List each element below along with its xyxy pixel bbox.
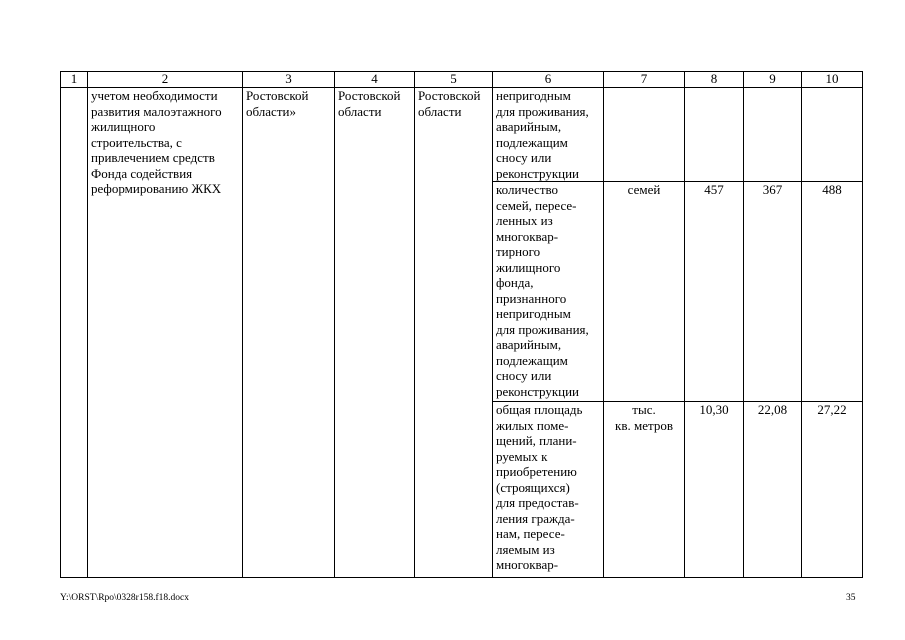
header-cell: 6 [493,72,604,88]
header-cell: 8 [685,72,744,88]
cell-text-line: жилищного [91,119,156,134]
cell-text-line: ленных из [496,213,553,228]
cell-text-line: реформированию ЖКХ [91,181,222,196]
cell-text-line: учетом необходимости [91,88,218,103]
cell-text-line: жилищного [496,259,561,275]
header-cell: 5 [415,72,493,88]
cell-text-line: руемых к [496,448,548,464]
cell-text-line: непригодным [496,88,571,103]
header-row [61,72,863,88]
col4-cell [335,88,415,578]
cell-text-line: ления гражда- [496,510,575,526]
cell-text-line: области» [246,103,296,119]
cell-text-line: Фонда содействия [91,165,193,181]
cell-text-line: привлечением средств [91,150,215,165]
responsible-executor-cell [243,88,335,578]
value-cell: 27,22 [802,402,863,578]
value-cell: 488 [802,182,863,402]
cell-text-line: развития малоэтажного [91,103,222,119]
cell-text-line: семей [627,182,661,197]
cell-text-line: Ростовской [418,88,481,103]
header-cell: 3 [243,72,335,88]
value-cell [744,88,802,182]
cell-text-line: кв. метров [615,417,673,433]
cell-text-line: признанного [496,290,567,306]
table-row [61,88,863,182]
header-cell: 4 [335,72,415,88]
value-cell: 457 [685,182,744,402]
cell-text-line: (строящихся) [496,479,570,495]
cell-text-line: для проживания, [496,103,589,119]
cell-text-line: нам, пересе- [496,526,565,541]
cell-text-line: жилых поме- [496,417,569,433]
cell-text-line: фонда, [496,275,534,290]
cell-text-line: многоквар- [496,557,559,572]
value-cell: 367 [744,182,802,402]
value-cell: 22,08 [744,402,802,578]
cell-text-line: подлежащим [496,134,568,150]
cell-text-line: для предостав- [496,495,579,510]
cell-text-line: Ростовской [246,88,309,103]
cell-text-line: Ростовской [338,88,401,103]
cell-text-line: непригодным [496,306,571,321]
cell-text-line: многоквар- [496,228,559,244]
unit-cell [604,182,685,402]
cell-text-line: сносу или [496,150,552,165]
header-cell: 7 [604,72,685,88]
value-cell [685,88,744,182]
cell-text-line: аварийным, [496,119,562,134]
cell-text-line: аварийным, [496,337,562,352]
data-table [60,71,863,578]
value-cell: 10,30 [685,402,744,578]
cell-text-line: семей, пересе- [496,197,577,213]
measure-description-cell [88,88,243,578]
cell-text-line: тирного [496,244,541,259]
row-number-cell [61,88,88,578]
cell-text-line: строительства, с [91,134,182,150]
indicator-cell [493,402,604,578]
footer-page-number: 35 [846,593,856,603]
value-cell [802,88,863,182]
indicator-cell [493,182,604,402]
header-cell: 1 [61,72,88,88]
cell-text-line: ляемым из [496,541,555,557]
cell-text-line: щений, плани- [496,433,577,448]
indicator-cell [493,88,604,182]
cell-text-line: реконструкции [496,383,580,399]
cell-text-line: области [338,103,382,119]
cell-text-line: тыс. [632,402,656,417]
cell-text-line: сносу или [496,368,552,383]
cell-text-line: области [418,103,462,119]
unit-cell [604,402,685,578]
header-cell: 9 [744,72,802,88]
footer-file-path: Y:\ORST\Rpo\0328r158.f18.docx [60,593,189,603]
cell-text-line: для проживания, [496,321,589,337]
header-cell: 10 [802,72,863,88]
cell-text-line: общая площадь [496,402,583,417]
unit-cell [604,88,685,182]
cell-text-line: реконструкции [496,165,580,181]
cell-text-line: количество [496,182,559,197]
col5-cell [415,88,493,578]
header-cell: 2 [88,72,243,88]
cell-text-line: подлежащим [496,352,568,368]
cell-text-line: приобретению [496,464,577,479]
